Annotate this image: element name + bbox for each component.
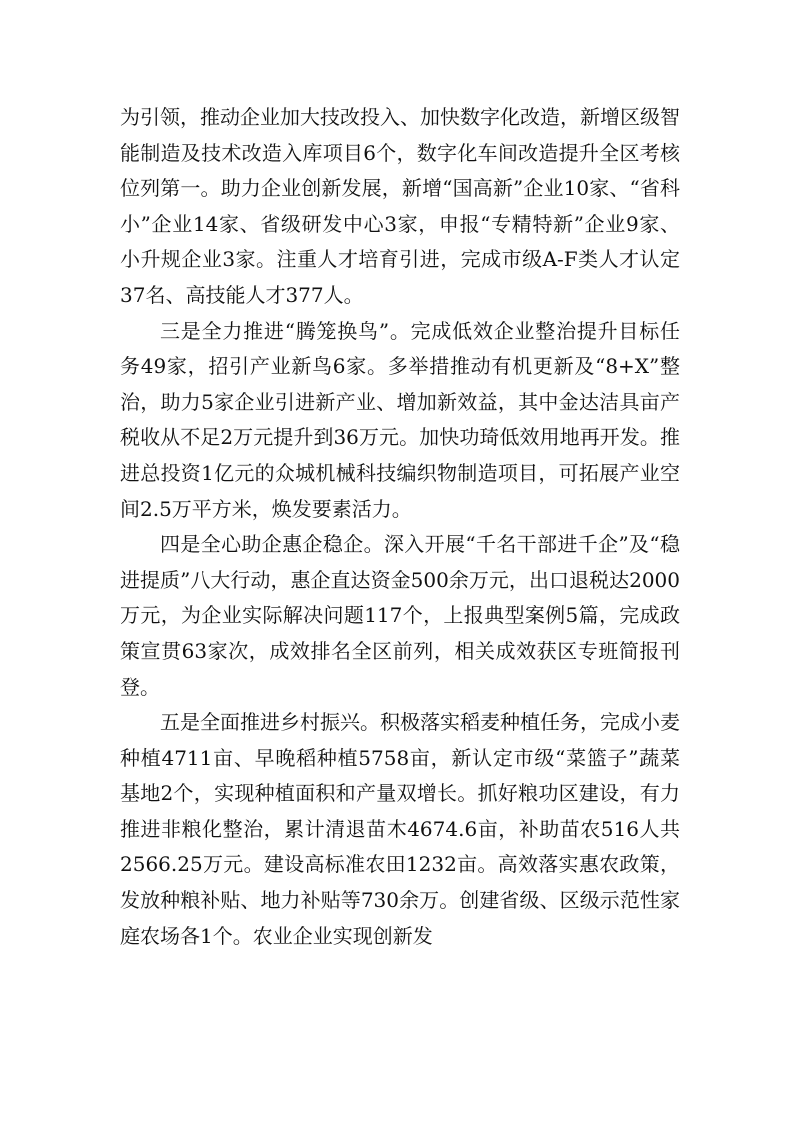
document-body	[120, 100, 680, 954]
paragraph-1: 为引领，推动企业加大技改投入、加快数字化改造，新增区级智能制造及技术改造入库项目6个，数字化车间改造提升全区考核位列第一。助力企业创新发展，新增“国高新”企业10家、“省科小”企业14家、省级研发中心3家，申报“专精特新”企业9家、小升规企业3家。注重人才培育引进，完成市级A-F类人才认定37名、高技能人才377人。	[120, 105, 680, 307]
paragraph-3: 四是全心助企惠企稳企。深入开展“千名干部进千企”及“稳进提质”八大行动，惠企直达资金500余万元，出口退税达2000万元，为企业实际解决问题117个，上报典型案例5篇，完成政策宣贯63家次，成效排名全区前列，相关成效获区专班简报刊登。	[120, 532, 680, 699]
paragraph-2: 三是全力推进“腾笼换鸟”。完成低效企业整治提升目标任务49家，招引产业新鸟6家。多举措推动有机更新及“8+X”整治，助力5家企业引进新产业、增加新效益，其中金达洁具亩产税收从不足2万元提升到36万元。加快功琦低效用地再开发。推进总投资1亿元的众城机械科技编织物制造项目，可拓展产业空间2.5万平方米，焕发要素活力。	[120, 318, 680, 521]
paragraph-4: 五是全面推进乡村振兴。积极落实稻麦种植任务，完成小麦种植4711亩、早晚稻种植5758亩，新认定市级“菜篮子”蔬菜基地2个，实现种植面积和产量双增长。抓好粮功区建设，有力推进非粮化整治，累计清退苗木4674.6亩，补助苗农516人共2566.25万元。建设高标准农田1232亩。高效落实惠农政策，发放种粮补贴、地力补贴等730余万。创建省级、区级示范性家庭农场各1个。农业企业实现创新发	[120, 710, 680, 948]
